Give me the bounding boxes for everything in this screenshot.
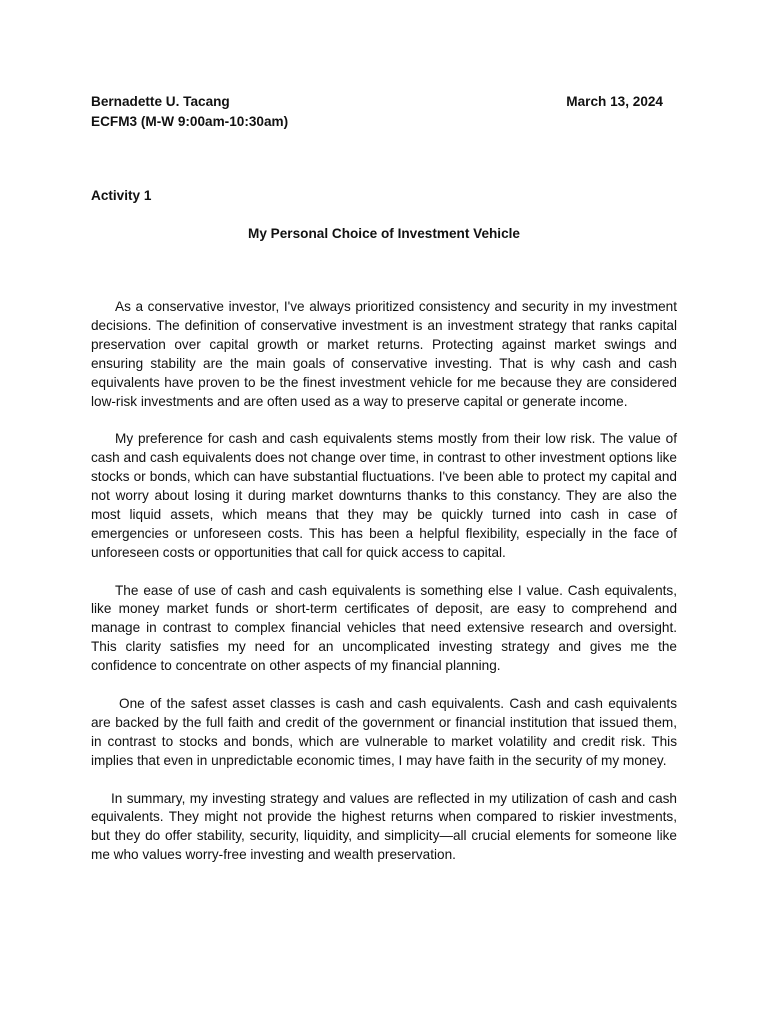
author-name: Bernadette U. Tacang xyxy=(91,94,230,109)
paragraph: The ease of use of cash and cash equivalents is something else I value. Cash equivalents, like money market funds or short-term certificates of deposit, are easy to comprehend and manage in contrast to complex financial vehicles that need extensive research and oversight. This clarity satisfies my need for an uncomplicated investing strategy and gives me the confidence to concentrate on other aspects of my financial planning. xyxy=(91,582,677,674)
document-title: My Personal Choice of Investment Vehicle xyxy=(248,226,520,241)
paragraph: In summary, my investing strategy and values are reflected in my utilization of cash and cash equivalents. They might not provide the highest returns when compared to riskier investments, but they do offer stability, security, liquidity, and simplicity—all crucial elements for someone like me who values worry-free investing and wealth preservation. xyxy=(91,790,677,863)
essay-body xyxy=(91,298,677,884)
paragraph: As a conservative investor, I've always prioritized consistency and security in my investment decisions. The definition of conservative investment is an investment strategy that ranks capital preservation over capital growth or market returns. Protecting against market swings and ensuring stability are the main goals of conservative investing. That is why cash and cash equivalents have proven to be the finest investment vehicle for me because they are considered low-risk investments and are often used as a way to preserve capital or generate income. xyxy=(91,299,677,409)
activity-label: Activity 1 xyxy=(91,188,152,203)
paragraph: One of the safest asset classes is cash and cash equivalents. Cash and cash equivalents are backed by the full faith and credit of the government or financial institution that issued them, in contrast to stocks and bonds, which are vulnerable to market volatility and credit risk. This implies that even in unpredictable economic times, I may have faith in the security of my money. xyxy=(91,695,677,768)
document-date: March 13, 2024 xyxy=(566,94,663,109)
paragraph: My preference for cash and cash equivalents stems mostly from their low risk. The value of cash and cash equivalents does not change over time, in contrast to other investment options like stocks or bonds, which can have substantial fluctuations. I've been able to protect my capital and not worry about losing it during market downturns thanks to this constancy. They are also the most liquid assets, which means that they may be quickly turned into cash in case of emergencies or unforeseen costs. This has been a helpful flexibility, especially in the face of unforeseen costs or opportunities that call for quick access to capital. xyxy=(91,431,677,560)
course-info: ECFM3 (M-W 9:00am-10:30am) xyxy=(91,114,289,129)
